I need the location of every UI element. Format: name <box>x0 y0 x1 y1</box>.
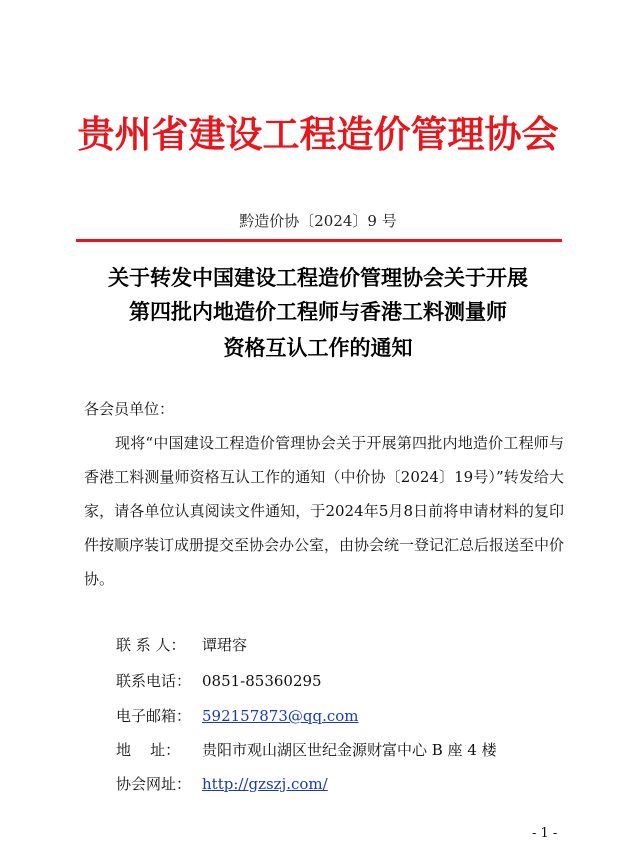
contact-person-value: 谭珺容 <box>202 636 248 654</box>
organization-masthead: 贵州省建设工程造价管理协会 <box>77 112 559 156</box>
contact-website-row <box>116 773 328 794</box>
title-line-2: 第四批内地造价工程师与香港工料测量师 <box>129 300 507 324</box>
website-link[interactable]: http://gzszj.com/ <box>202 775 328 793</box>
contact-phone-row <box>116 670 322 691</box>
contact-address-row <box>116 739 497 760</box>
title-line-3: 资格互认工作的通知 <box>223 336 413 360</box>
red-divider-line <box>76 239 562 242</box>
contact-address-label: 地 址： <box>116 741 181 759</box>
email-link[interactable]: 592157873@qq.com <box>202 707 359 725</box>
contact-phone-value: 0851-85360295 <box>202 672 322 690</box>
document-number: 黔造价协〔2024〕9 号 <box>239 212 397 230</box>
contact-person-row <box>116 634 247 655</box>
body-paragraph: 现将“中国建设工程造价管理协会关于开展第四批内地造价工程师与香港工料测量师资格互认工作的通知（中价协〔2024〕19号）”转发给大家，请各单位认真阅读文件通知，于2024年5月8日前将申请材料的复印件按顺序装订成册提交至协会办公室，由协会统一登记汇总后报送至中价协。 <box>84 434 565 588</box>
page-number: - 1 - <box>532 826 558 841</box>
title-line-1: 关于转发中国建设工程造价管理协会关于开展 <box>108 266 528 290</box>
contact-email-label: 电子邮箱： <box>116 707 192 725</box>
salutation: 各会员单位： <box>84 400 175 418</box>
contact-address-value: 贵阳市观山湖区世纪金源财富中心 B 座 4 楼 <box>202 741 497 759</box>
contact-website-label: 协会网址： <box>116 775 192 793</box>
contact-phone-label: 联系电话： <box>116 672 192 690</box>
contact-email-row <box>116 705 359 726</box>
contact-person-label: 联 系 人： <box>116 636 186 654</box>
